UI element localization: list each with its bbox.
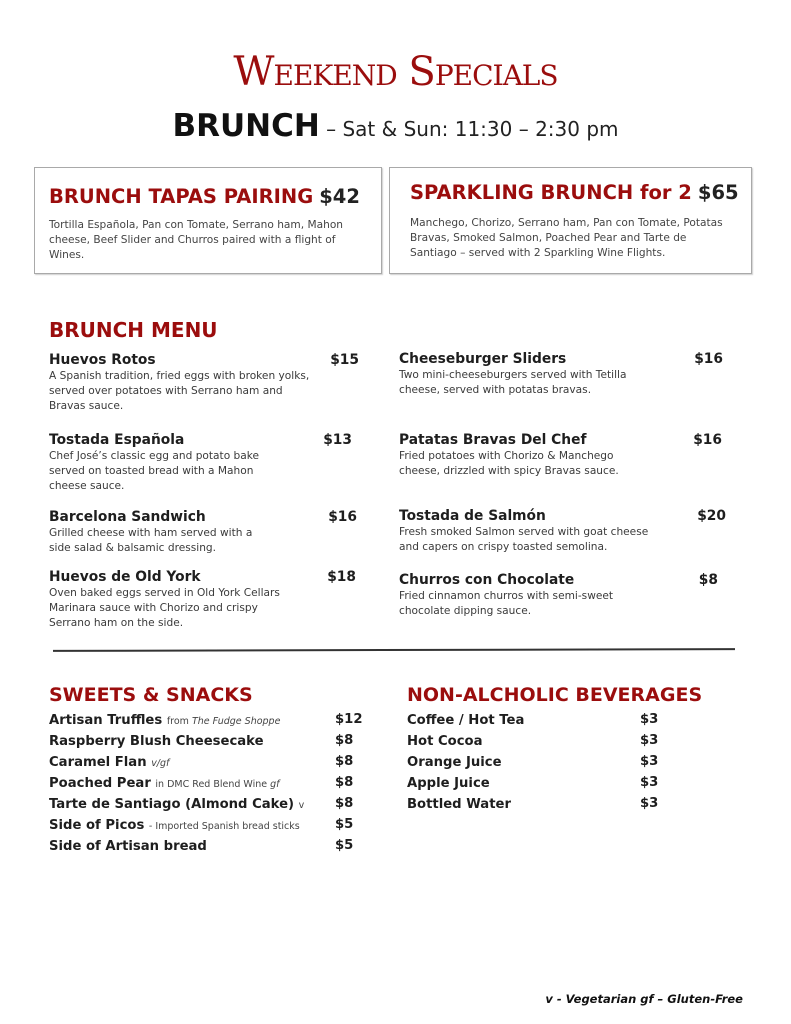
menu-item-description: Two mini-cheeseburgers served with Tetilla cheese, served with potatas bravas. [399, 369, 627, 396]
sweets-item-name [49, 818, 300, 833]
sweets-item-price: $5 [335, 838, 354, 853]
beverages-heading: NON-ALCHOLIC BEVERAGES [407, 684, 703, 706]
page-title: Weekend Specials [233, 49, 558, 95]
menu-item-description: Chef José’s classic egg and potato bake served on toasted bread with a Mahon cheese sauce. [49, 450, 260, 492]
brunch-label: BRUNCH [172, 108, 320, 144]
special-name: SPARKLING BRUNCH for 2 [410, 181, 692, 204]
menu-item [399, 431, 722, 479]
item-name: Poached Pear [49, 776, 151, 791]
menu-item-price: $16 [694, 351, 723, 367]
menu-item-name: Cheeseburger Sliders [399, 351, 567, 367]
menu-item [49, 568, 356, 631]
menu-item-description: Fresh smoked Salmon served with goat cheese and capers on crispy toasted semolina. [399, 526, 649, 553]
menu-item-price: $18 [327, 569, 356, 585]
sweets-item [49, 793, 359, 814]
sweets-item-name [49, 797, 304, 812]
special-description: Tortilla Española, Pan con Tomate, Serrano ham, Mahon cheese, Beef Slider and Churros paired with a flight of Wines. [49, 219, 344, 261]
sweets-item-name: Raspberry Blush Cheesecake [49, 734, 264, 749]
beverage-item-price: $3 [640, 712, 659, 727]
special-title [49, 184, 365, 210]
menu-item-description: Fried cinnamon churros with semi-sweet chocolate dipping sauce. [399, 590, 614, 617]
beverage-item-name: Coffee / Hot Tea [407, 713, 525, 728]
sweets-item [49, 751, 359, 772]
menu-item-description: A Spanish tradition, fried eggs with broken yolks, served over potatoes with Serrano ham and Bravas sauce. [49, 370, 310, 412]
sweets-item [49, 835, 359, 856]
item-note: - Imported Spanish bread sticks [148, 821, 300, 832]
sweets-item-name [49, 776, 280, 791]
sweets-item-name [49, 713, 280, 728]
special-box-tapas-pairing [34, 167, 382, 274]
menu-item-name: Churros con Chocolate [399, 572, 575, 588]
special-box-sparkling-brunch [389, 167, 752, 274]
sweets-item [49, 772, 359, 793]
item-name: Side of Picos [49, 818, 145, 833]
item-note-italic: The Fudge Shoppe [191, 716, 281, 727]
special-title [410, 180, 739, 206]
beverage-item-name: Bottled Water [407, 797, 511, 812]
beverage-item-price: $3 [640, 733, 659, 748]
item-name: Caramel Flan [49, 755, 147, 770]
menu-item [49, 508, 357, 556]
beverage-item [407, 709, 667, 730]
sweets-item [49, 709, 363, 730]
menu-item [399, 571, 718, 619]
sweets-item-price: $8 [335, 733, 354, 748]
menu-item-description: Fried potatoes with Chorizo & Manchego cheese, drizzled with spicy Bravas sauce. [399, 450, 619, 477]
menu-item-name: Huevos de Old York [49, 569, 201, 585]
sweets-item-name: Side of Artisan bread [49, 839, 207, 854]
sweets-item-price: $8 [335, 754, 354, 769]
brunch-hours-subtitle [0, 106, 791, 151]
beverage-item-price: $3 [640, 796, 659, 811]
menu-item-description: Oven baked eggs served in Old York Cellars Marinara sauce with Chorizo and crispy Serrano ham on the side. [49, 587, 280, 629]
beverage-item [407, 751, 667, 772]
beverage-item-name: Orange Juice [407, 755, 502, 770]
menu-item-price: $16 [693, 432, 722, 448]
menu-item [399, 350, 723, 398]
brunch-hours: – Sat & Sun: 11:30 – 2:30 pm [319, 117, 619, 141]
sweets-item-price: $8 [335, 796, 354, 811]
menu-item [49, 431, 352, 494]
menu-item-description: Grilled cheese with ham served with a side salad & balsamic dressing. [49, 527, 253, 554]
beverage-item-name: Apple Juice [407, 776, 490, 791]
item-note [155, 779, 279, 790]
sweets-item-price: $12 [335, 712, 363, 727]
sweets-item [49, 814, 359, 835]
beverage-item [407, 772, 667, 793]
item-note-text: in DMC Red Blend Wine [155, 779, 271, 790]
menu-item-name: Patatas Bravas Del Chef [399, 432, 587, 448]
menu-item-price: $16 [328, 509, 357, 525]
menu-item [399, 507, 726, 555]
sweets-item [49, 730, 359, 751]
item-note [151, 758, 169, 769]
item-name: Artisan Truffles [49, 713, 163, 728]
special-description: Manchego, Chorizo, Serrano ham, Pan con Tomate, Potatas Bravas, Smoked Salmon, Poached Pear and Tarte de Santiago – served with 2 Sparkling Wine Flights. [410, 217, 723, 259]
menu-item-name: Huevos Rotos [49, 352, 156, 368]
item-note: v [298, 800, 305, 811]
menu-item-price: $15 [330, 352, 359, 368]
item-note [167, 716, 281, 727]
beverage-item-price: $3 [640, 775, 659, 790]
beverage-item-price: $3 [640, 754, 659, 769]
sweets-item-name [49, 755, 169, 770]
menu-item-name: Tostada de Salmón [399, 508, 546, 524]
menu-item-name: Tostada Española [49, 432, 185, 448]
beverage-item [407, 793, 667, 814]
menu-item [49, 351, 359, 414]
menu-item-name: Barcelona Sandwich [49, 509, 206, 525]
sweets-snacks-heading: SWEETS & SNACKS [49, 684, 253, 706]
special-name: BRUNCH TAPAS PAIRING [49, 185, 314, 208]
item-note-italic: v/gf [151, 758, 170, 769]
menu-item-price: $20 [697, 508, 726, 524]
beverage-item [407, 730, 667, 751]
dietary-legend: v - Vegetarian gf – Gluten-Free [545, 992, 743, 1006]
section-divider [53, 648, 735, 652]
special-price: $42 [319, 185, 360, 208]
beverage-item-name: Hot Cocoa [407, 734, 483, 749]
brunch-menu-heading: BRUNCH MENU [49, 318, 218, 342]
item-name: Tarte de Santiago (Almond Cake) [49, 797, 295, 812]
item-note-text: from [166, 716, 192, 727]
item-note-italic: gf [270, 779, 280, 790]
sweets-item-price: $8 [335, 775, 354, 790]
special-price: $65 [697, 181, 739, 204]
sweets-item-price: $5 [335, 817, 354, 832]
menu-item-price: $13 [323, 432, 352, 448]
menu-item-price: $8 [698, 572, 718, 588]
